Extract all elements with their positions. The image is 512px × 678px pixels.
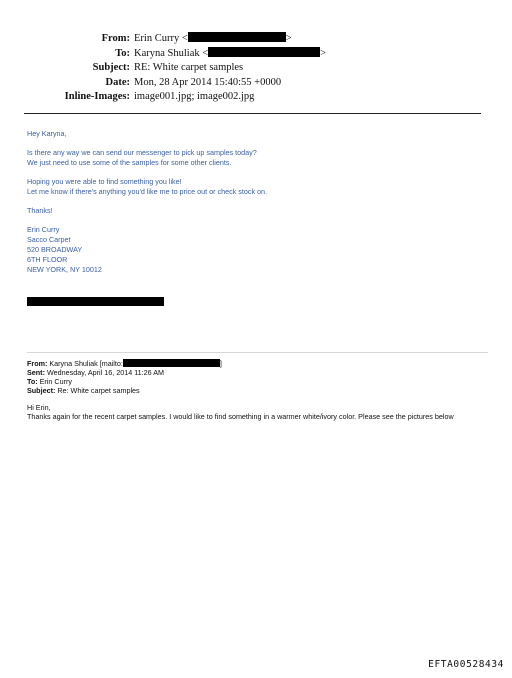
reply-line: Let me know if there's anything you'd like me to price out or check stock on. — [27, 187, 268, 196]
quoted-sent-row: Sent: Wednesday, April 16, 2014 11:26 AM — [27, 368, 165, 377]
quoted-to-row: To: Erin Curry — [27, 377, 72, 386]
header-to-value: Karyna Shuliak < > — [134, 47, 327, 59]
reply-line: Hoping you were able to find something you like! — [27, 177, 182, 186]
header-from-value: Erin Curry < > — [134, 33, 292, 44]
email-header — [24, 32, 494, 105]
redaction-bar — [27, 297, 164, 306]
header-to-label: To: — [115, 47, 130, 59]
header-images-label: Inline-Images: — [64, 91, 130, 103]
header-from-row — [24, 32, 494, 47]
reply-greeting: Hey Karyna, — [27, 129, 67, 138]
redaction-bar — [208, 47, 320, 57]
quoted-body: Thanks again for the recent carpet samples. I would like to find something in a warmer white/ivory color. Please see the pictures below — [27, 412, 454, 421]
header-date-label: Date: — [105, 76, 130, 88]
quoted-divider — [27, 352, 488, 353]
bates-number: EFTA00528434 — [428, 659, 504, 670]
reply-line: Is there any way we can send our messenger to pick up samples today? — [27, 148, 257, 157]
signature-line: Sacco Carpet — [27, 235, 71, 244]
header-divider — [24, 113, 481, 114]
quoted-message — [27, 359, 487, 421]
header-subject-value: RE: White carpet samples — [134, 62, 244, 74]
signature-line: 520 BROADWAY — [27, 245, 83, 254]
header-subject-label: Subject: — [92, 62, 130, 74]
header-subject-row — [24, 61, 494, 76]
reply-line: We just need to use some of the samples for some other clients. — [27, 158, 232, 167]
redaction-bar — [123, 359, 220, 367]
header-to-row — [24, 47, 494, 62]
signature-line: 6TH FLOOR — [27, 255, 68, 264]
quoted-greeting: Hi Erin, — [27, 403, 51, 412]
quoted-from-row: From: Karyna Shuliak [mailto: ] — [27, 359, 222, 368]
quoted-subject-row: Subject: Re: White carpet samples — [27, 386, 140, 395]
header-from-label: From: — [101, 33, 130, 44]
header-images-value: image001.jpg; image002.jpg — [134, 91, 255, 103]
redaction-bar — [188, 32, 286, 42]
signature-line: Erin Curry — [27, 225, 60, 234]
reply-thanks: Thanks! — [27, 206, 53, 215]
reply-body — [27, 129, 487, 275]
header-images-row — [24, 90, 494, 105]
header-date-value: Mon, 28 Apr 2014 15:40:55 +0000 — [134, 76, 282, 88]
header-date-row — [24, 76, 494, 91]
signature-line: NEW YORK, NY 10012 — [27, 265, 102, 274]
